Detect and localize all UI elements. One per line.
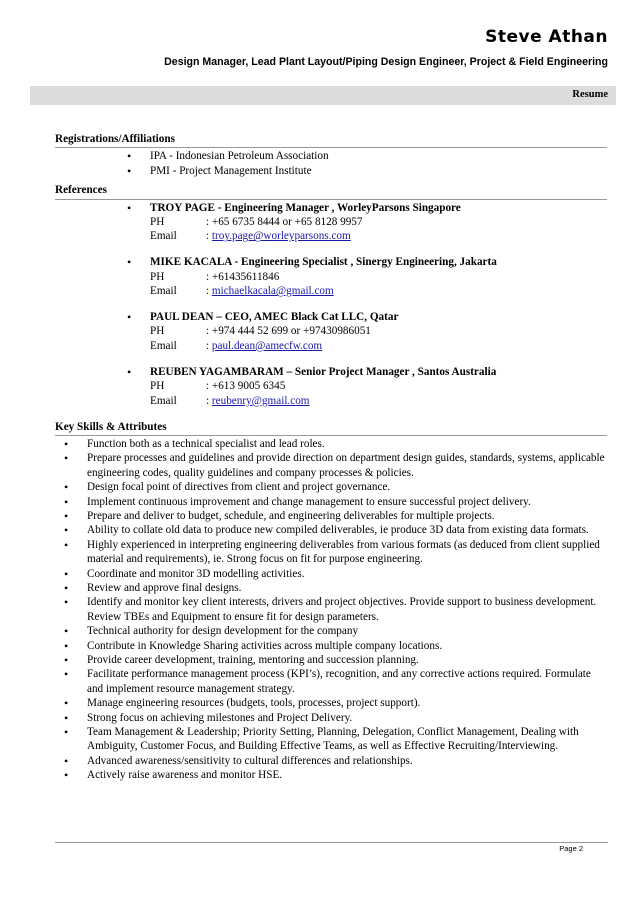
email-label: Email xyxy=(150,339,177,352)
skill-item: • Technical authority for design development for the company xyxy=(87,624,607,638)
skill-item: • Implement continuous improvement and change management to ensure successful project delivery. xyxy=(87,495,607,509)
skills-list xyxy=(87,437,607,783)
skill-item: • Strong focus on achieving milestones and Project Delivery. xyxy=(87,711,607,725)
ph-label: PH xyxy=(150,380,165,393)
reference-email-link[interactable]: michaelkacala@gmail.com xyxy=(211,285,334,298)
reference-phone: : +61435611846 xyxy=(206,270,280,283)
list-item: • PMI - Project Management Institute xyxy=(150,164,607,178)
reference-email-link[interactable]: troy.page@worleyparsons.com xyxy=(211,230,351,243)
skill-item: • Review and approve final designs. xyxy=(87,581,607,595)
reference-item: • REUBEN YAGAMBARAM – Senior Project Manager , Santos Australia PH : +613 9005 6345 Email : reubenry@gmail.com xyxy=(150,365,607,408)
registrations-heading: Registrations/Affiliations xyxy=(55,132,607,148)
section-bar xyxy=(30,86,616,105)
ph-label: PH xyxy=(150,216,165,229)
ph-label: PH xyxy=(150,325,165,338)
skill-item: • Facilitate performance management process (KPI’s), recognition, and any corrective actions required. Formulate and implement resource management strategy. xyxy=(87,667,607,696)
email-label: Email xyxy=(150,285,177,298)
reference-phone: : +613 9005 6345 xyxy=(206,380,286,393)
resume-label: Resume xyxy=(572,89,608,100)
registrations-list xyxy=(150,149,607,178)
references-list xyxy=(150,201,607,408)
skill-item: • Identify and monitor key client interests, drivers and project objectives. Provide support to business development. Review TBEs and Equipment to ensure fit for design parameters. xyxy=(87,595,607,624)
footer-divider xyxy=(55,842,608,843)
skill-item: • Function both as a technical specialist and lead roles. xyxy=(87,437,607,451)
reference-name: • MIKE KACALA - Engineering Specialist , Sinergy Engineering, Jakarta xyxy=(150,256,497,269)
reference-email-link[interactable]: paul.dean@amecfw.com xyxy=(211,339,323,352)
page-content xyxy=(55,132,607,783)
reference-phone: : +65 6735 8444 or +65 8128 9957 xyxy=(206,216,363,229)
reference-item: • PAUL DEAN – CEO, AMEC Black Cat LLC, Qatar PH : +974 444 52 699 or +97430986051 Email : paul.dean@amecfw.com xyxy=(150,310,607,353)
skill-item: • Prepare and deliver to budget, schedule, and engineering deliverables for multiple projects. xyxy=(87,509,607,523)
skill-item: • Actively raise awareness and monitor HSE. xyxy=(87,768,607,782)
email-label: Email xyxy=(150,230,177,243)
reference-item: • MIKE KACALA - Engineering Specialist , Sinergy Engineering, Jakarta PH : +61435611846 Email : michaelkacala@gmail.com xyxy=(150,255,607,298)
skill-item: • Design focal point of directives from client and project governance. xyxy=(87,480,607,494)
skill-item: • Coordinate and monitor 3D modelling activities. xyxy=(87,567,607,581)
email-label: Email xyxy=(150,394,177,407)
ph-label: PH xyxy=(150,270,165,283)
reference-phone: : +974 444 52 699 or +97430986051 xyxy=(206,325,371,338)
resume-name: Steve Athan xyxy=(485,27,608,47)
skill-item: • Prepare processes and guidelines and provide direction on department design guides, standards, systems, applicable engineering codes, quality guidelines and company processes & policies. xyxy=(87,451,607,480)
skills-heading: Key Skills & Attributes xyxy=(55,420,607,436)
list-item: • IPA - Indonesian Petroleum Association xyxy=(150,149,607,163)
skill-item: • Team Management & Leadership; Priority Setting, Planning, Delegation, Conflict Management, Dealing with Ambiguity, Customer Focus, and Building Effective Teams, as well as Effective Recruiting/Interviewing. xyxy=(87,725,607,754)
skill-item: • Ability to collate old data to produce new compiled deliverables, ie produce 3D data from existing data formats. xyxy=(87,523,607,537)
skill-item: • Manage engineering resources (budgets, tools, processes, project support). xyxy=(87,696,607,710)
skill-item: • Provide career development, training, mentoring and succession planning. xyxy=(87,653,607,667)
resume-job-title: Design Manager, Lead Plant Layout/Piping Design Engineer, Project & Field Engineering xyxy=(164,56,608,68)
skill-item: • Contribute in Knowledge Sharing activities across multiple company locations. xyxy=(87,639,607,653)
references-heading: References xyxy=(55,183,607,199)
skill-item: • Highly experienced in interpreting engineering deliverables from various formats (as deduced from client supplied material and requirements), ie. Strong focus on fit for purpose engineering. xyxy=(87,538,607,567)
page-number: Page 2 xyxy=(559,844,583,853)
reference-name: • TROY PAGE - Engineering Manager , WorleyParsons Singapore xyxy=(150,201,461,214)
reference-name: • REUBEN YAGAMBARAM – Senior Project Manager , Santos Australia xyxy=(150,365,497,378)
skill-item: • Advanced awareness/sensitivity to cultural differences and relationships. xyxy=(87,754,607,768)
reference-item: • TROY PAGE - Engineering Manager , WorleyParsons Singapore PH : +65 6735 8444 or +65 8128 9957 Email : troy.page@worleyparsons.com xyxy=(150,201,607,244)
reference-name: • PAUL DEAN – CEO, AMEC Black Cat LLC, Qatar xyxy=(150,311,399,324)
reference-email-link[interactable]: reubenry@gmail.com xyxy=(211,394,310,407)
